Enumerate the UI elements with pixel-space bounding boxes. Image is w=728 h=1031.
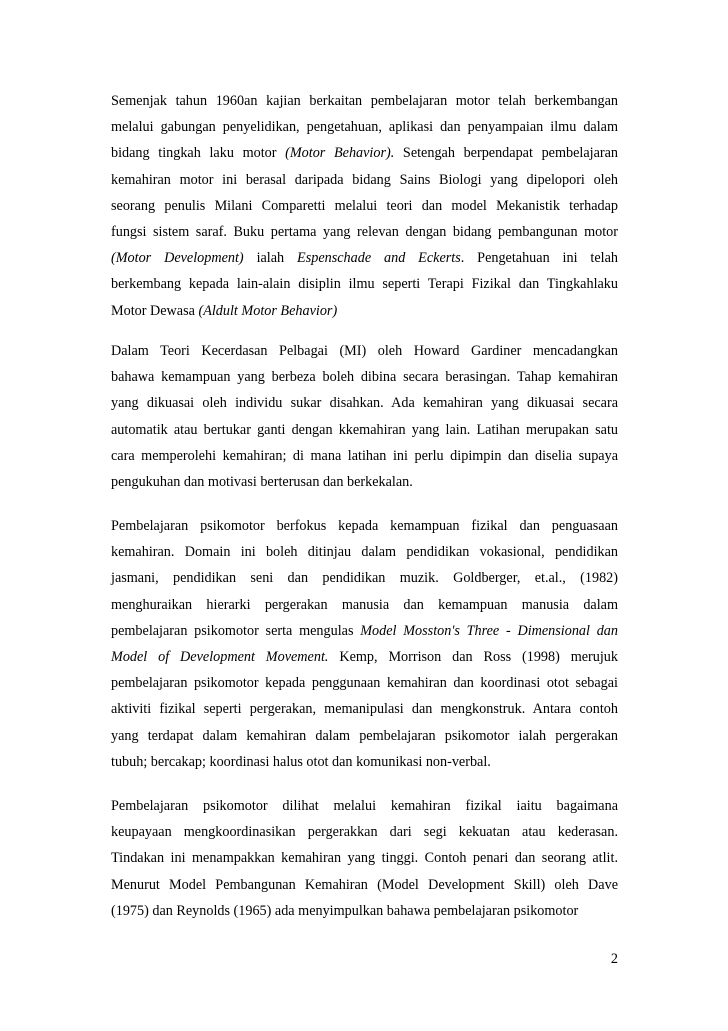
- text-run: (1975) dan Reynolds (1965) ada menyimpulkan bahawa pembelajaran psikomotor: [111, 902, 579, 919]
- text-run: tubuh; bercakap; koordinasi halus otot dan komunikasi non-verbal.: [111, 753, 491, 770]
- text-line: [111, 565, 618, 591]
- text-run: yang dikuasai oleh individu sukar disahkan. Ada kemahiran yang dikuasai secara: [111, 395, 618, 412]
- text-run: Semenjak tahun 1960an kajian berkaitan pembelajaran motor telah berkembangan: [111, 93, 618, 109]
- text-run: fungsi sistem saraf. Buku pertama yang relevan dengan bidang pembangunan motor: [111, 224, 618, 241]
- text-line: [111, 219, 618, 245]
- text-line: [111, 88, 618, 114]
- text-line: [111, 167, 618, 193]
- italic-text-run: Model of Development Movement.: [111, 649, 329, 666]
- italic-text-run: Model Mosston's Three - Dimensional dan: [360, 622, 618, 639]
- text-run: pembelajaran psikomotor kepada penggunaan kemahiran dan koordinasi otot sebagai: [111, 675, 618, 692]
- text-run: cara memperolehi kemahiran; di mana latihan ini perlu dipimpin dan diselia supaya: [111, 447, 618, 464]
- italic-text-run: Espenschade and Eckerts: [297, 250, 461, 267]
- text-run: Dalam Teori Kecerdasan Pelbagai (MI) oleh Howard Gardiner mencadangkan: [111, 343, 618, 359]
- text-run: Pembelajaran psikomotor berfokus kepada kemampuan fizikal dan penguasaan: [111, 518, 618, 534]
- text-run: Tindakan ini menampakkan kemahiran yang tinggi. Contoh penari dan seorang atlit.: [111, 850, 618, 867]
- italic-text-run: (Aldult Motor Behavior): [198, 302, 338, 319]
- text-line: [111, 819, 618, 845]
- text-run: Menurut Model Pembangunan Kemahiran (Model Development Skill) oleh Dave: [111, 876, 618, 893]
- text-line: [111, 845, 618, 871]
- text-run: . Pengetahuan ini telah: [460, 250, 619, 267]
- paragraph-1: [111, 88, 618, 324]
- text-line: [111, 417, 618, 443]
- text-run: ialah: [243, 250, 298, 267]
- text-run: menghuraikan hierarki pergerakan manusia dan kemampuan manusia dalam: [111, 596, 618, 613]
- text-line: [111, 670, 618, 696]
- text-run: Setengah berpendapat pembelajaran: [394, 145, 618, 162]
- text-run: Kemp, Morrison dan Ross (1998) merujuk: [328, 649, 618, 666]
- text-run: yang terdapat dalam kemahiran dalam pembelajaran psikomotor ialah pergerakan: [111, 727, 618, 744]
- text-run: kemahiran. Domain ini boleh ditinjau dalam pendidikan vokasional, pendidikan: [111, 544, 618, 561]
- paragraph-4: [111, 793, 618, 924]
- text-line: [111, 898, 618, 924]
- paragraph-2: [111, 338, 618, 495]
- text-line: [111, 390, 618, 416]
- text-line: [111, 193, 618, 219]
- text-run: Pembelajaran psikomotor dilihat melalui kemahiran fizikal iaitu bagaimana: [111, 798, 618, 814]
- text-run: pengukuhan dan motivasi berterusan dan berkekalan.: [111, 474, 413, 491]
- text-run: aktiviti fizikal seperti pergerakan, memanipulasi dan mengkonstruk. Antara contoh: [111, 701, 618, 718]
- text-line: [111, 793, 618, 819]
- text-run: automatik atau bertukar ganti dengan kkemahiran yang lain. Latihan merupakan satu: [111, 421, 618, 438]
- text-line: [111, 644, 618, 670]
- text-run: berkembang kepada lain-alain disiplin ilmu seperti Terapi Fizikal dan Tingkahlaku: [111, 276, 618, 293]
- text-line: [111, 338, 618, 364]
- text-run: keupayaan mengkoordinasikan pergerakkan dari segi kekuatan atau kederasan.: [111, 824, 618, 841]
- italic-text-run: (Motor Behavior).: [285, 145, 395, 162]
- text-run: jasmani, pendidikan seni dan pendidikan muzik. Goldberger, et.al., (1982): [111, 570, 618, 587]
- text-line: [111, 469, 618, 495]
- text-line: [111, 245, 618, 271]
- text-line: [111, 872, 618, 898]
- text-line: [111, 140, 618, 166]
- text-line: [111, 618, 618, 644]
- text-line: [111, 539, 618, 565]
- text-run: melalui gabungan penyelidikan, pengetahuan, aplikasi dan penyampaian ilmu dalam: [111, 119, 618, 136]
- text-line: [111, 298, 618, 324]
- text-line: [111, 592, 618, 618]
- text-line: [111, 749, 618, 775]
- page-number: 2: [610, 951, 618, 967]
- text-line: [111, 443, 618, 469]
- paragraph-3: [111, 513, 618, 775]
- text-line: [111, 271, 618, 297]
- text-line: [111, 696, 618, 722]
- text-line: [111, 723, 618, 749]
- text-run: Motor Dewasa: [111, 302, 199, 319]
- text-run: bidang tingkah laku motor: [111, 145, 286, 162]
- text-line: [111, 364, 618, 390]
- text-line: [111, 114, 618, 140]
- text-line: [111, 513, 618, 539]
- text-run: seorang penulis Milani Comparetti melalui teori dan model Mekanistik terhadap: [111, 197, 618, 214]
- text-run: pembelajaran psikomotor serta mengulas: [111, 622, 361, 639]
- text-run: bahawa kemampuan yang berbeza boleh dibina secara berasingan. Tahap kemahiran: [111, 369, 618, 386]
- text-run: kemahiran motor ini berasal daripada bidang Sains Biologi yang dipelopori oleh: [111, 171, 618, 188]
- italic-text-run: (Motor Development): [111, 250, 244, 267]
